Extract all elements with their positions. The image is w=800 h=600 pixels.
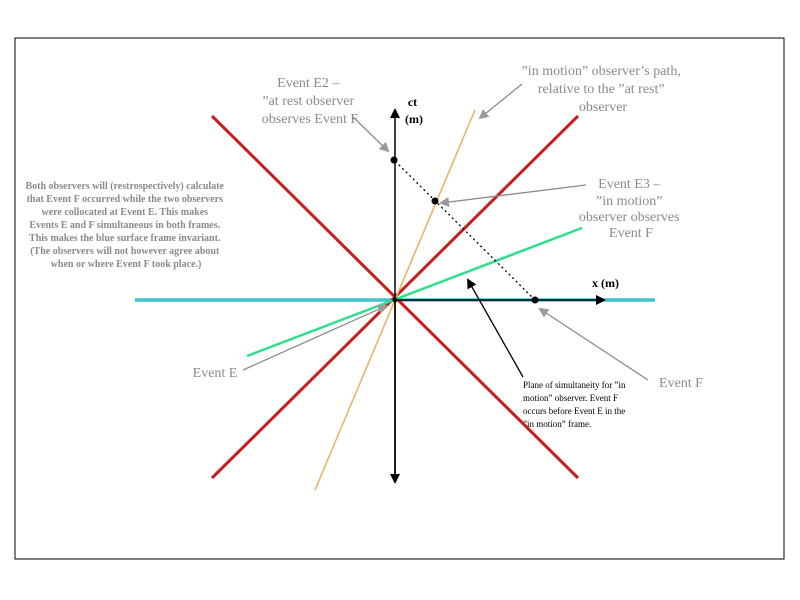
note-line: (The observers will not however agree about — [30, 246, 220, 257]
event-e3-line: ”in motion” — [596, 194, 663, 209]
event-e3-line: observer observes — [578, 210, 680, 225]
path-label-line: relative to the ”at rest” — [537, 82, 665, 97]
note-line: when or where Event F took place.) — [50, 259, 202, 270]
callout-arrow-e3 — [441, 185, 586, 203]
event-e3-line: Event E3 – — [598, 177, 661, 192]
ct-label-line: ct — [407, 95, 418, 109]
event-e-label: Event E — [192, 366, 238, 381]
event-e-dot — [393, 298, 398, 303]
event-e3-dot — [432, 198, 439, 205]
plane-note-line: ”in motion” frame. — [523, 419, 592, 429]
in-motion-path-label — [522, 64, 685, 115]
note-line: Events E and F simultaneous in both frames. — [29, 220, 221, 231]
event-e2-line: observes Event F — [261, 112, 359, 127]
plane-note-arrow — [468, 280, 523, 377]
event-e2-line: Event E2 – — [277, 76, 340, 91]
ct-axis-label — [405, 95, 423, 126]
path-label-line: ”in motion” observer’s path, — [521, 64, 681, 79]
x-axis-label: x (m) — [592, 276, 619, 290]
callout-arrow-path — [480, 84, 522, 118]
path-label-line: observer — [578, 100, 628, 115]
plane-note-line: Plane of simultaneity for ”in — [523, 380, 626, 390]
plane-note-line: occurs before Event E in the — [523, 406, 626, 416]
ct-label-line: (m) — [405, 112, 423, 126]
event-e2-dot — [391, 157, 398, 164]
event-e2-line: ”at rest observer — [262, 94, 355, 109]
event-e2-label — [262, 76, 359, 127]
plane-note-line: motion” observer. Event F — [523, 393, 618, 403]
plane-of-simultaneity-note — [523, 380, 628, 429]
in-motion-x-axis — [247, 228, 582, 356]
both-observers-note — [26, 181, 227, 270]
callout-arrow-f — [540, 309, 648, 380]
callout-arrow-e — [243, 306, 386, 370]
note-line: This makes the blue surface frame invariant. — [29, 233, 221, 244]
event-e3-label — [579, 177, 683, 241]
event-f-dot — [532, 297, 539, 304]
event-e3-line: Event F — [609, 226, 653, 241]
note-line: Both observers will (restrospectively) calculate — [25, 181, 224, 192]
note-line: were collocated at Event E. This makes — [41, 207, 209, 218]
event-f-label: Event F — [659, 376, 703, 391]
note-line: that Event F occurred while the two observers — [26, 194, 223, 205]
